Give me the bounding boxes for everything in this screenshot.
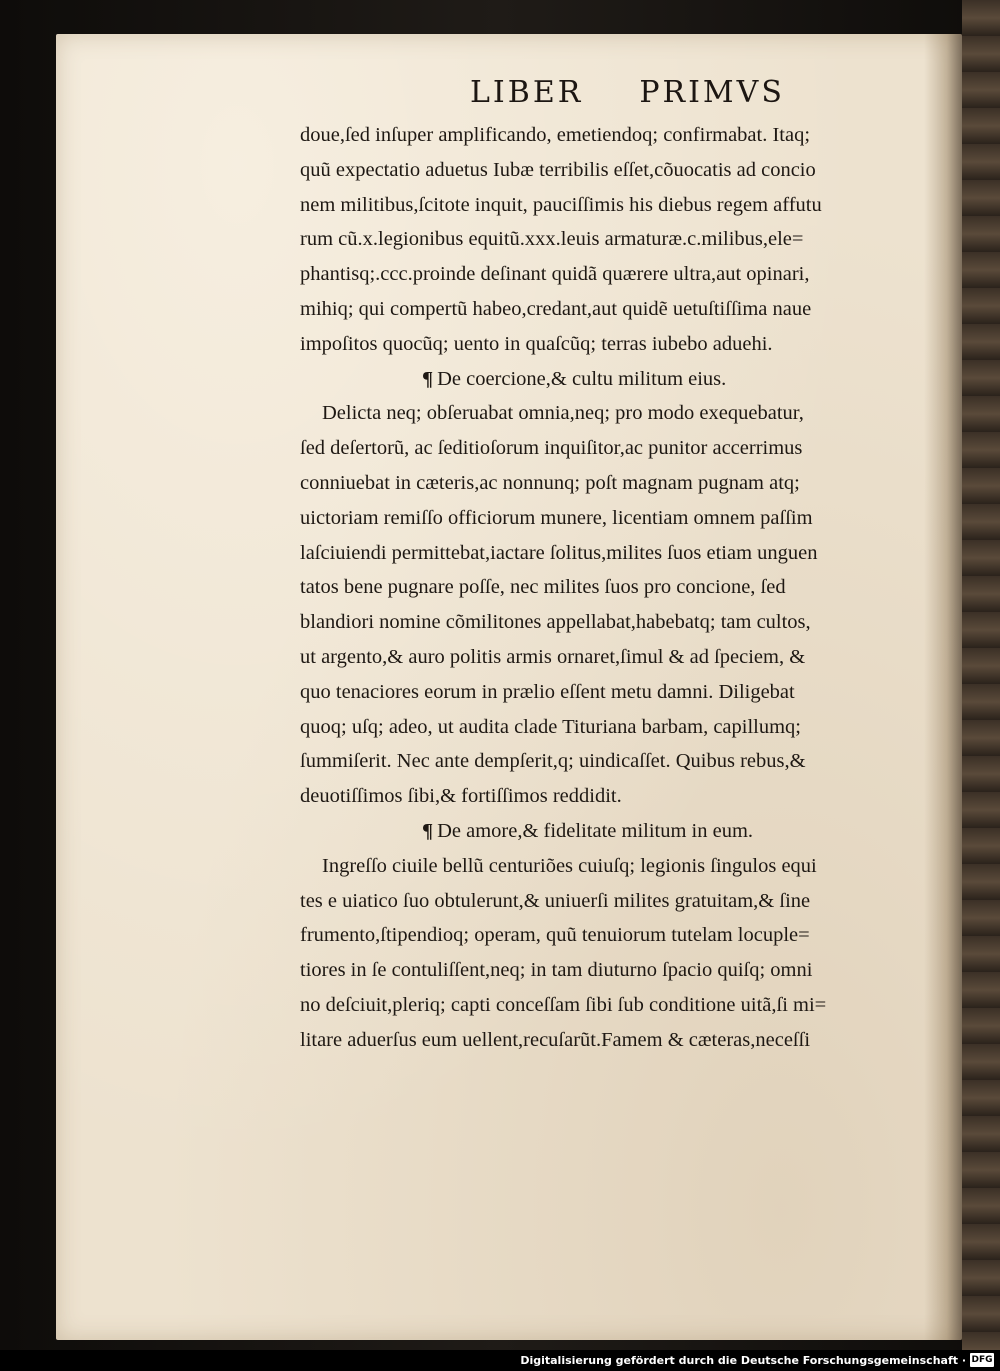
section-heading-text: De coercione,& cultu militum eius. [437, 367, 727, 390]
text-line: ſummiſerit. Nec ante dempſerit,q; uindicaſſet. Quibus rebus,& [300, 750, 806, 773]
text-line: Ingreſſo ciuile bellũ centuriões cuiuſq; legionis ſingulos equi [322, 854, 817, 877]
text-line: ſed deſertorũ, ac ſeditioſorum inquiſitor,ac punitor accerrimus [300, 437, 803, 460]
text-line: blandiori nomine cõmilitones appellabat,habebatq; tam cultos, [300, 611, 811, 634]
dfg-logo: DFG [971, 1355, 993, 1365]
body-text-block [300, 118, 950, 1058]
running-head-right-word: PRIMVS [639, 75, 785, 110]
text-line: quo tenaciores eorum in prælio eſſent metu damni. Diligebat [300, 680, 795, 703]
running-head-left-word: LIBER [470, 75, 584, 110]
text-line: mihiq; qui compertũ habeo,credant,aut quidẽ uetuſtiſſima naue [300, 297, 812, 320]
running-head [470, 72, 800, 114]
text-line: tes e uiatico ſuo obtulerunt,& uniuerſi milites gratuitam,& ſine [300, 889, 811, 912]
text-line: no deſciuit,pleriq; capti conceſſam ſibi ſub conditione uitã,ſi mi= [300, 993, 827, 1016]
section-heading-text: De amore,& fidelitate militum in eum. [437, 819, 754, 842]
text-line: laſciuiendi permittebat,iactare ſolitus,milites ſuos etiam unguen [300, 541, 818, 564]
section-heading [300, 814, 950, 849]
text-line: nem militibus,ſcitote inquit, pauciſſimis his diebus regem affutu [300, 193, 822, 216]
pilcrow-icon: ¶ [422, 819, 434, 842]
text-line: Delicta neq; obſeruabat omnia,neq; pro modo exequebatur, [322, 402, 804, 425]
text-line: quoq; uſq; adeo, ut audita clade Tituriana barbam, capillumq; [300, 715, 801, 738]
text-line: deuotiſſimos ſibi,& fortiſſimos reddidit. [300, 785, 622, 808]
text-line: doue,ſed inſuper amplificando, emetiendoq; confirmabat. Itaq; [300, 124, 811, 146]
text-line: phantisq;.ccc.proinde deſinant quidã quærere ultra,aut opinari, [300, 263, 810, 286]
pilcrow-icon: ¶ [422, 367, 434, 390]
text-line: frumento,ſtipendioq; operam, quũ tenuiorum tutelam locuple= [300, 924, 810, 947]
book-binding-edge [962, 0, 1000, 1350]
text-line: tiores in ſe contuliſſent,neq; in tam diuturno ſpacio quiſq; omni [300, 959, 813, 982]
text-line: quũ expectatio aduetus Iubæ terribilis eſſet,cõuocatis ad concio [300, 158, 816, 181]
text-line: ut argento,& auro politis armis ornaret,ſimul & ad ſpeciem, & [300, 645, 806, 668]
text-line: rum cũ.x.legionibus equitũ.xxx.leuis armaturæ.c.milibus,ele= [300, 228, 804, 251]
text-line: impoſitos quocũq; uento in quaſcũq; terras iubebo aduehi. [300, 332, 773, 355]
text-line: conniuebat in cæteris,ac nonnunq; poſt magnam pugnam atq; [300, 471, 800, 494]
text-line: tatos bene pugnare poſſe, nec milites ſuos pro concione, ſed [300, 576, 786, 599]
text-line: litare aduerſus eum uellent,recuſarũt.Famem & cæteras,neceſſi [300, 1028, 811, 1051]
footer-credit: Digitalisierung gefördert durch die Deutsche Forschungsgemeinschaft · [520, 1354, 966, 1367]
section-heading [300, 362, 950, 397]
text-line: uictoriam remiſſo officiorum munere, licentiam omnem paſſim [300, 506, 813, 529]
